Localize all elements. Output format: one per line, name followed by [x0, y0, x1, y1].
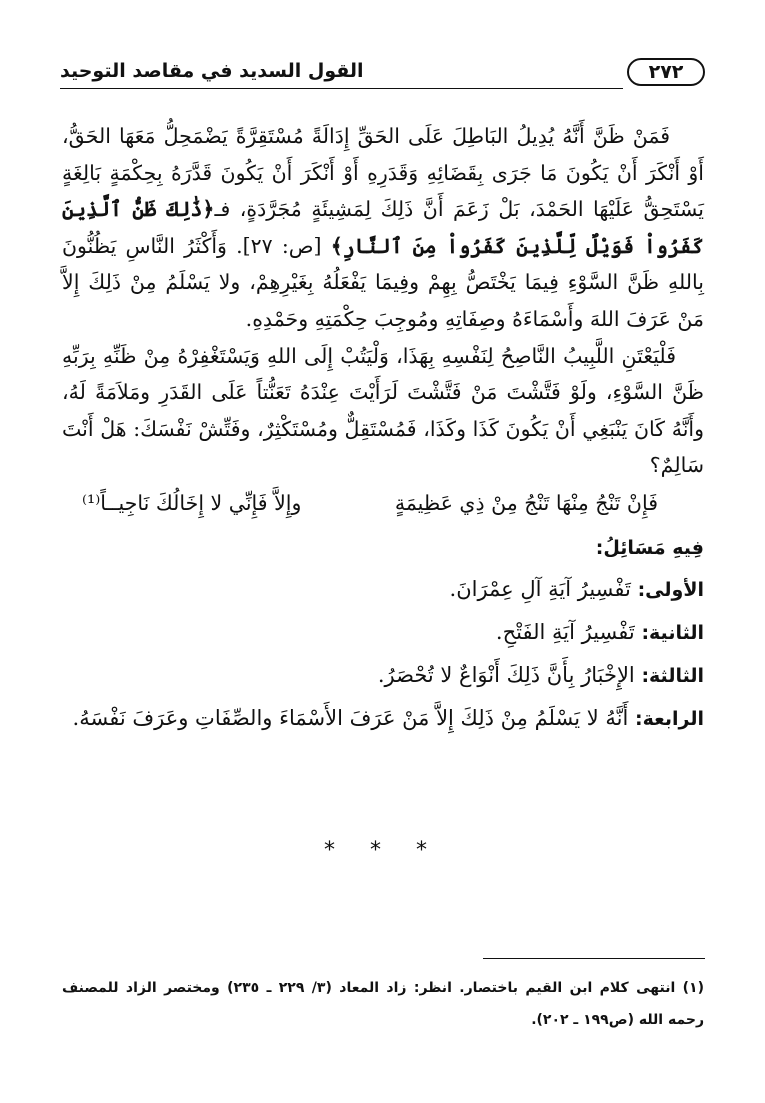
issues-list: [62, 568, 704, 740]
issue-label: الثالثة:: [641, 664, 704, 687]
issue-item: [62, 611, 704, 654]
issue-text: تَفْسِيرُ آيَةِ آلِ عِمْرَانَ.: [449, 576, 638, 601]
paragraph-1-text: فَمَنْ ظَنَّ أَنَّهُ يُدِيلُ البَاطِلَ عَلَى الحَقِّ إِدَالَةً مُسْتَقِرَّةً يَضْمَحِلُّ مَعَهَا الحَقُّ، أَوْ أَنْكَرَ أَنْ يَكُونَ مَا جَرَى بِقَضَائِهِ وَقَدَرِهِ أَوْ أَنْكَرَ أَنْ يَكُونَ قَدَّرَهُ بِحِكْمَةٍ بَالِغَةٍ يَسْتَحِقُّ عَلَيْهَا الحَمْدَ، بَلْ زَعَمَ أَنَّ ذَلِكَ لِمَشِيئَةٍ مُجَرَّدَةٍ، فـ: [62, 124, 704, 222]
issue-label: الأولى:: [637, 578, 704, 601]
issue-text: تَفْسِيرُ آيَةِ الفَتْحِ.: [495, 619, 642, 644]
poem-hemistich-second: وإِلاَّ فَإِنِّي لا إِخَالُكَ نَاجِيــاً⁽¹⁾: [82, 490, 302, 515]
poem-hemistich-first: فَإِنْ تَنْجُ مِنْهَا تَنْجُ مِنْ ذِي عَظِيمَةٍ: [394, 490, 658, 515]
issue-label: الرابعة:: [635, 707, 704, 730]
section-separator: * * *: [324, 838, 441, 863]
issue-text: أَنَّهُ لا يَسْلَمُ مِنْ ذَلِكَ إِلاَّ مَنْ عَرَفَ الأَسْمَاءَ والصِّفَاتِ وعَرَفَ نَفْسَهُ.: [72, 705, 636, 730]
page-header: [60, 58, 705, 92]
issue-item: [62, 568, 704, 611]
poem-verse: [62, 485, 704, 522]
quran-verse: ﴿ذَٰلِكَ ظَنُّ ٱلَّذِينَ كَفَرُواْ فَوَيْلٌ لِّلَّذِينَ كَفَرُواْ مِنَ ٱلنَّارِ﴾: [62, 197, 704, 258]
header-rule: [60, 88, 623, 89]
issue-item: [62, 697, 704, 740]
paragraph-1: [62, 118, 704, 338]
running-title: القول السديد في مقاصد التوحيد: [60, 60, 364, 82]
main-text: [62, 118, 704, 740]
paragraph-1-continuation: [ص: ٢٧]. وَأَكْثَرُ النَّاسِ يَظُنُّونَ بِاللهِ ظَنَّ السَّوْءِ فِيمَا يَخْتَصُّ بِهِمْ وفِيمَا يَفْعَلُهُ بِغَيْرِهِمْ، ولا يَسْلَمُ مِنْ ذَلِكَ إِلاَّ مَنْ عَرَفَ اللهَ وأَسْمَاءَهُ وصِفَاتِهِ ومُوجِبَ حِكْمَتِهِ وحَمْدِهِ.: [62, 233, 704, 331]
issue-text: الإِخْبَارُ بِأَنَّ ذَلِكَ أَنْوَاعٌ لا تُحْصَرُ.: [377, 662, 642, 687]
page-number-badge: ٢٧٢: [627, 58, 705, 86]
footnote: (١) انتهى كلام ابن القيم باختصار. انظر: زاد المعاد (٣/ ٢٢٩ ـ ٢٣٥) ومختصر الزاد للمصنف رحمه الله (ص١٩٩ ـ ٢٠٢).: [62, 980, 704, 1028]
issues-heading: فِيهِ مَسَائِلُ:: [595, 536, 704, 559]
issue-label: الثانية:: [641, 621, 704, 644]
footnote-rule: [483, 958, 705, 959]
issue-item: [62, 654, 704, 697]
paragraph-2: فَلْيَعْتَنِ اللَّبِيبُ النَّاصِحُ لِنَفْسِهِ بِهَذَا، وَلْيَتُبْ إِلَى اللهِ وَيَسْتَغْفِرْهُ مِنْ ظَنِّهِ بِرَبِّهِ ظَنَّ السَّوْءِ، ولَوْ فَتَّشْتَ مَنْ فَتَّشْتَ لَرَأَيْتَ عِنْدَهُ تَعَنُّتاً عَلَى القَدَرِ ومَلاَمَةً لَهُ، وأَنَّهُ كَانَ يَنْبَغِي أَنْ يَكُونَ كَذَا وكَذَا، فَمُسْتَقِلٌّ ومُسْتَكْثِرٌ، وفَتِّشْ نَفْسَكَ: هَلْ أَنْتَ سَالِمٌ؟: [62, 343, 704, 478]
